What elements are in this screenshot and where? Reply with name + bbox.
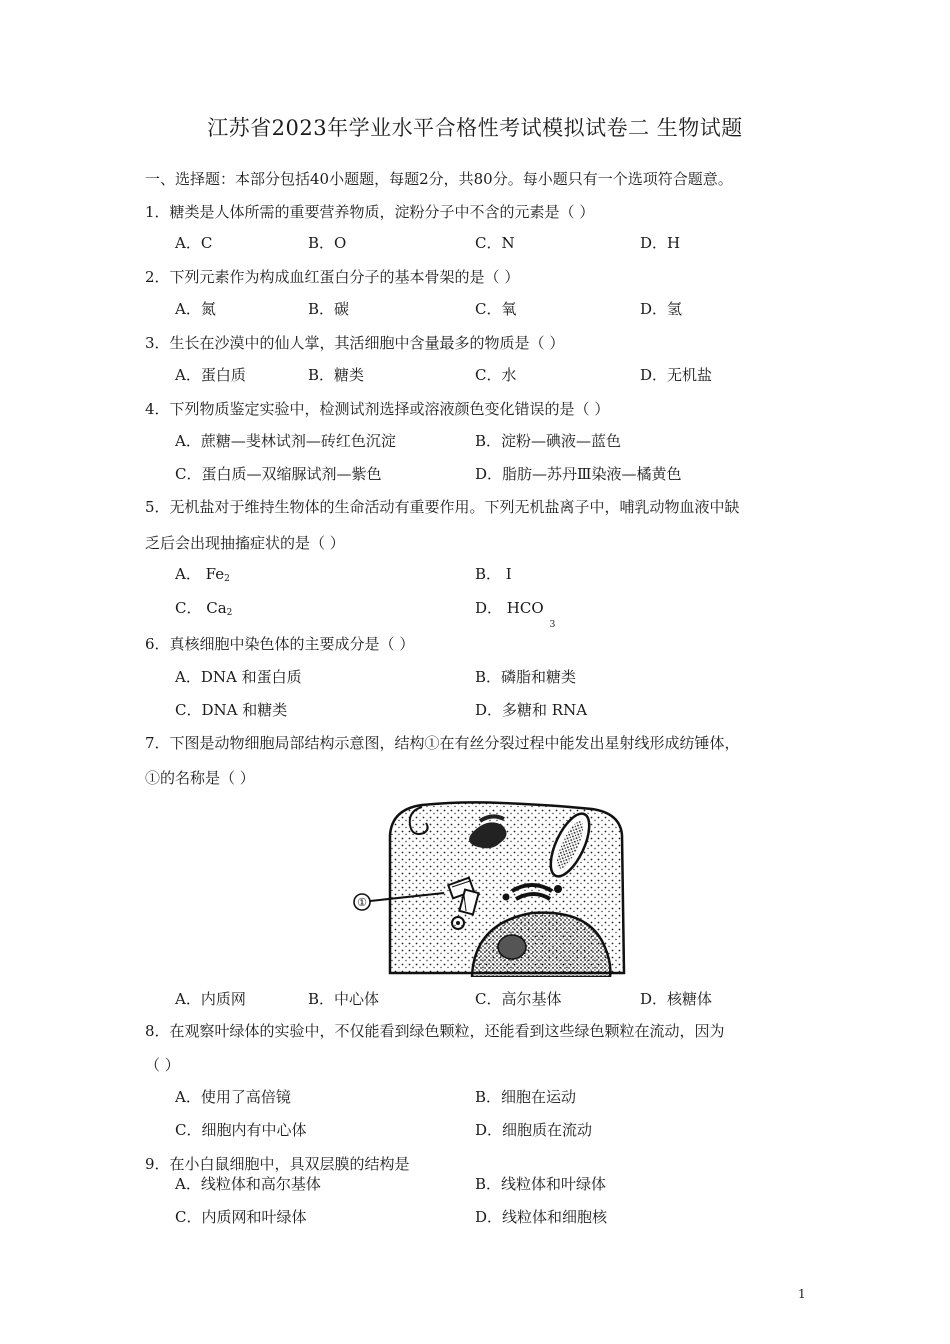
q3-option-a[interactable]: A．蛋白质 [175, 366, 246, 384]
page-number: 1 [798, 1287, 806, 1301]
q8-option-d[interactable]: D．细胞质在流动 [475, 1121, 593, 1139]
q5-option-c[interactable] [175, 601, 232, 618]
q3-option-c[interactable]: C．水 [475, 366, 517, 384]
q6-option-d[interactable]: D．多糖和 RNA [475, 701, 588, 719]
q1-option-c[interactable]: C．N [475, 234, 515, 252]
question-8-stem-line2: （ ） [145, 1056, 180, 1074]
q9-option-d[interactable]: D．线粒体和细胞核 [475, 1208, 608, 1226]
q6-option-b[interactable]: B．磷脂和糖类 [475, 668, 577, 686]
question-2-stem: 2．下列元素作为构成血红蛋白分子的基本骨架的是（ ） [145, 268, 520, 286]
question-4-stem: 4．下列物质鉴定实验中，检测试剂选择或溶液颜色变化错误的是（ ） [145, 400, 610, 418]
q5-option-c-text: C． Ca [175, 599, 227, 617]
q3-option-d[interactable]: D．无机盐 [640, 366, 713, 384]
animal-cell-diagram [352, 795, 630, 977]
q2-option-a[interactable]: A．氮 [175, 300, 216, 318]
question-6-stem: 6．真核细胞中染色体的主要成分是（ ） [145, 635, 415, 653]
q8-option-a[interactable]: A．使用了高倍镜 [175, 1088, 291, 1106]
question-3-stem: 3．生长在沙漠中的仙人掌，其活细胞中含量最多的物质是（ ） [145, 334, 565, 352]
q4-option-b[interactable]: B．淀粉—碘液—蓝色 [475, 432, 622, 450]
question-1-stem: 1．糖类是人体所需的重要营养物质，淀粉分子中不含的元素是（ ） [145, 203, 595, 221]
q8-option-c[interactable]: C．细胞内有中心体 [175, 1121, 307, 1139]
question-7-stem-line2: ①的名称是（ ） [145, 769, 255, 787]
q7-option-d[interactable]: D．核糖体 [640, 990, 713, 1008]
q7-option-a[interactable]: A．内质网 [175, 990, 246, 1008]
q2-option-c[interactable]: C．氧 [475, 300, 517, 318]
q5-option-d[interactable] [475, 599, 556, 630]
question-7-stem-line1: 7．下图是动物细胞局部结构示意图，结构①在有丝分裂过程中能发出星射线形成纺锤体， [145, 734, 740, 752]
q2-option-b[interactable]: B．碳 [308, 300, 350, 318]
q3-option-b[interactable]: B．糖类 [308, 366, 365, 384]
q9-option-a[interactable]: A．线粒体和高尔基体 [175, 1175, 321, 1193]
q5-option-a-subscript: 2 [224, 574, 230, 584]
q5-option-a-text: A． Fe [175, 565, 225, 583]
q4-option-c[interactable]: C．蛋白质—双缩脲试剂—紫色 [175, 465, 382, 483]
q9-option-c[interactable]: C．内质网和叶绿体 [175, 1208, 307, 1226]
q9-option-b[interactable]: B．线粒体和叶绿体 [475, 1175, 607, 1193]
q6-option-a[interactable]: A．DNA 和蛋白质 [175, 668, 302, 686]
question-8-stem-line1: 8．在观察叶绿体的实验中，不仅能看到绿色颗粒，还能看到这些绿色颗粒在流动，因为 [145, 1022, 725, 1040]
q6-option-c[interactable]: C．DNA 和糖类 [175, 701, 288, 719]
q7-option-b[interactable]: B．中心体 [308, 990, 380, 1008]
q4-option-a[interactable]: A．蔗糖—斐林试剂—砖红色沉淀 [175, 432, 396, 450]
question-5-stem-line2: 乏后会出现抽搐症状的是（ ） [145, 534, 345, 552]
q7-option-c[interactable]: C．高尔基体 [475, 990, 562, 1008]
q2-option-d[interactable]: D．氢 [640, 300, 683, 318]
q5-option-c-subscript: 2 [226, 608, 233, 618]
q5-option-b[interactable]: B． I [475, 565, 512, 583]
diagram-label-1: ① [357, 896, 367, 909]
q5-option-d-subscript: 3 [549, 620, 556, 630]
page-title: 江苏省2023年学业水平合格性考试模拟试卷二 生物试题 [207, 116, 743, 140]
q5-option-d-text: D． HCO [475, 599, 544, 617]
q1-option-d[interactable]: D．H [640, 234, 681, 252]
question-5-stem-line1: 5．无机盐对于维持生物体的生命活动有重要作用。下列无机盐离子中，哺乳动物血液中缺 [145, 498, 740, 516]
q1-option-b[interactable]: B．O [308, 234, 347, 252]
q5-option-a[interactable] [175, 567, 230, 584]
section-header: 一、选择题：本部分包括40小题题，每题2分，共80分。每小题只有一个选项符合题意。 [145, 170, 733, 188]
q1-option-a[interactable]: A．C [175, 234, 213, 252]
q8-option-b[interactable]: B．细胞在运动 [475, 1088, 577, 1106]
q4-option-d[interactable]: D．脂肪—苏丹Ⅲ染液—橘黄色 [475, 465, 682, 483]
question-9-stem: 9．在小白鼠细胞中，具双层膜的结构是 [145, 1155, 410, 1173]
